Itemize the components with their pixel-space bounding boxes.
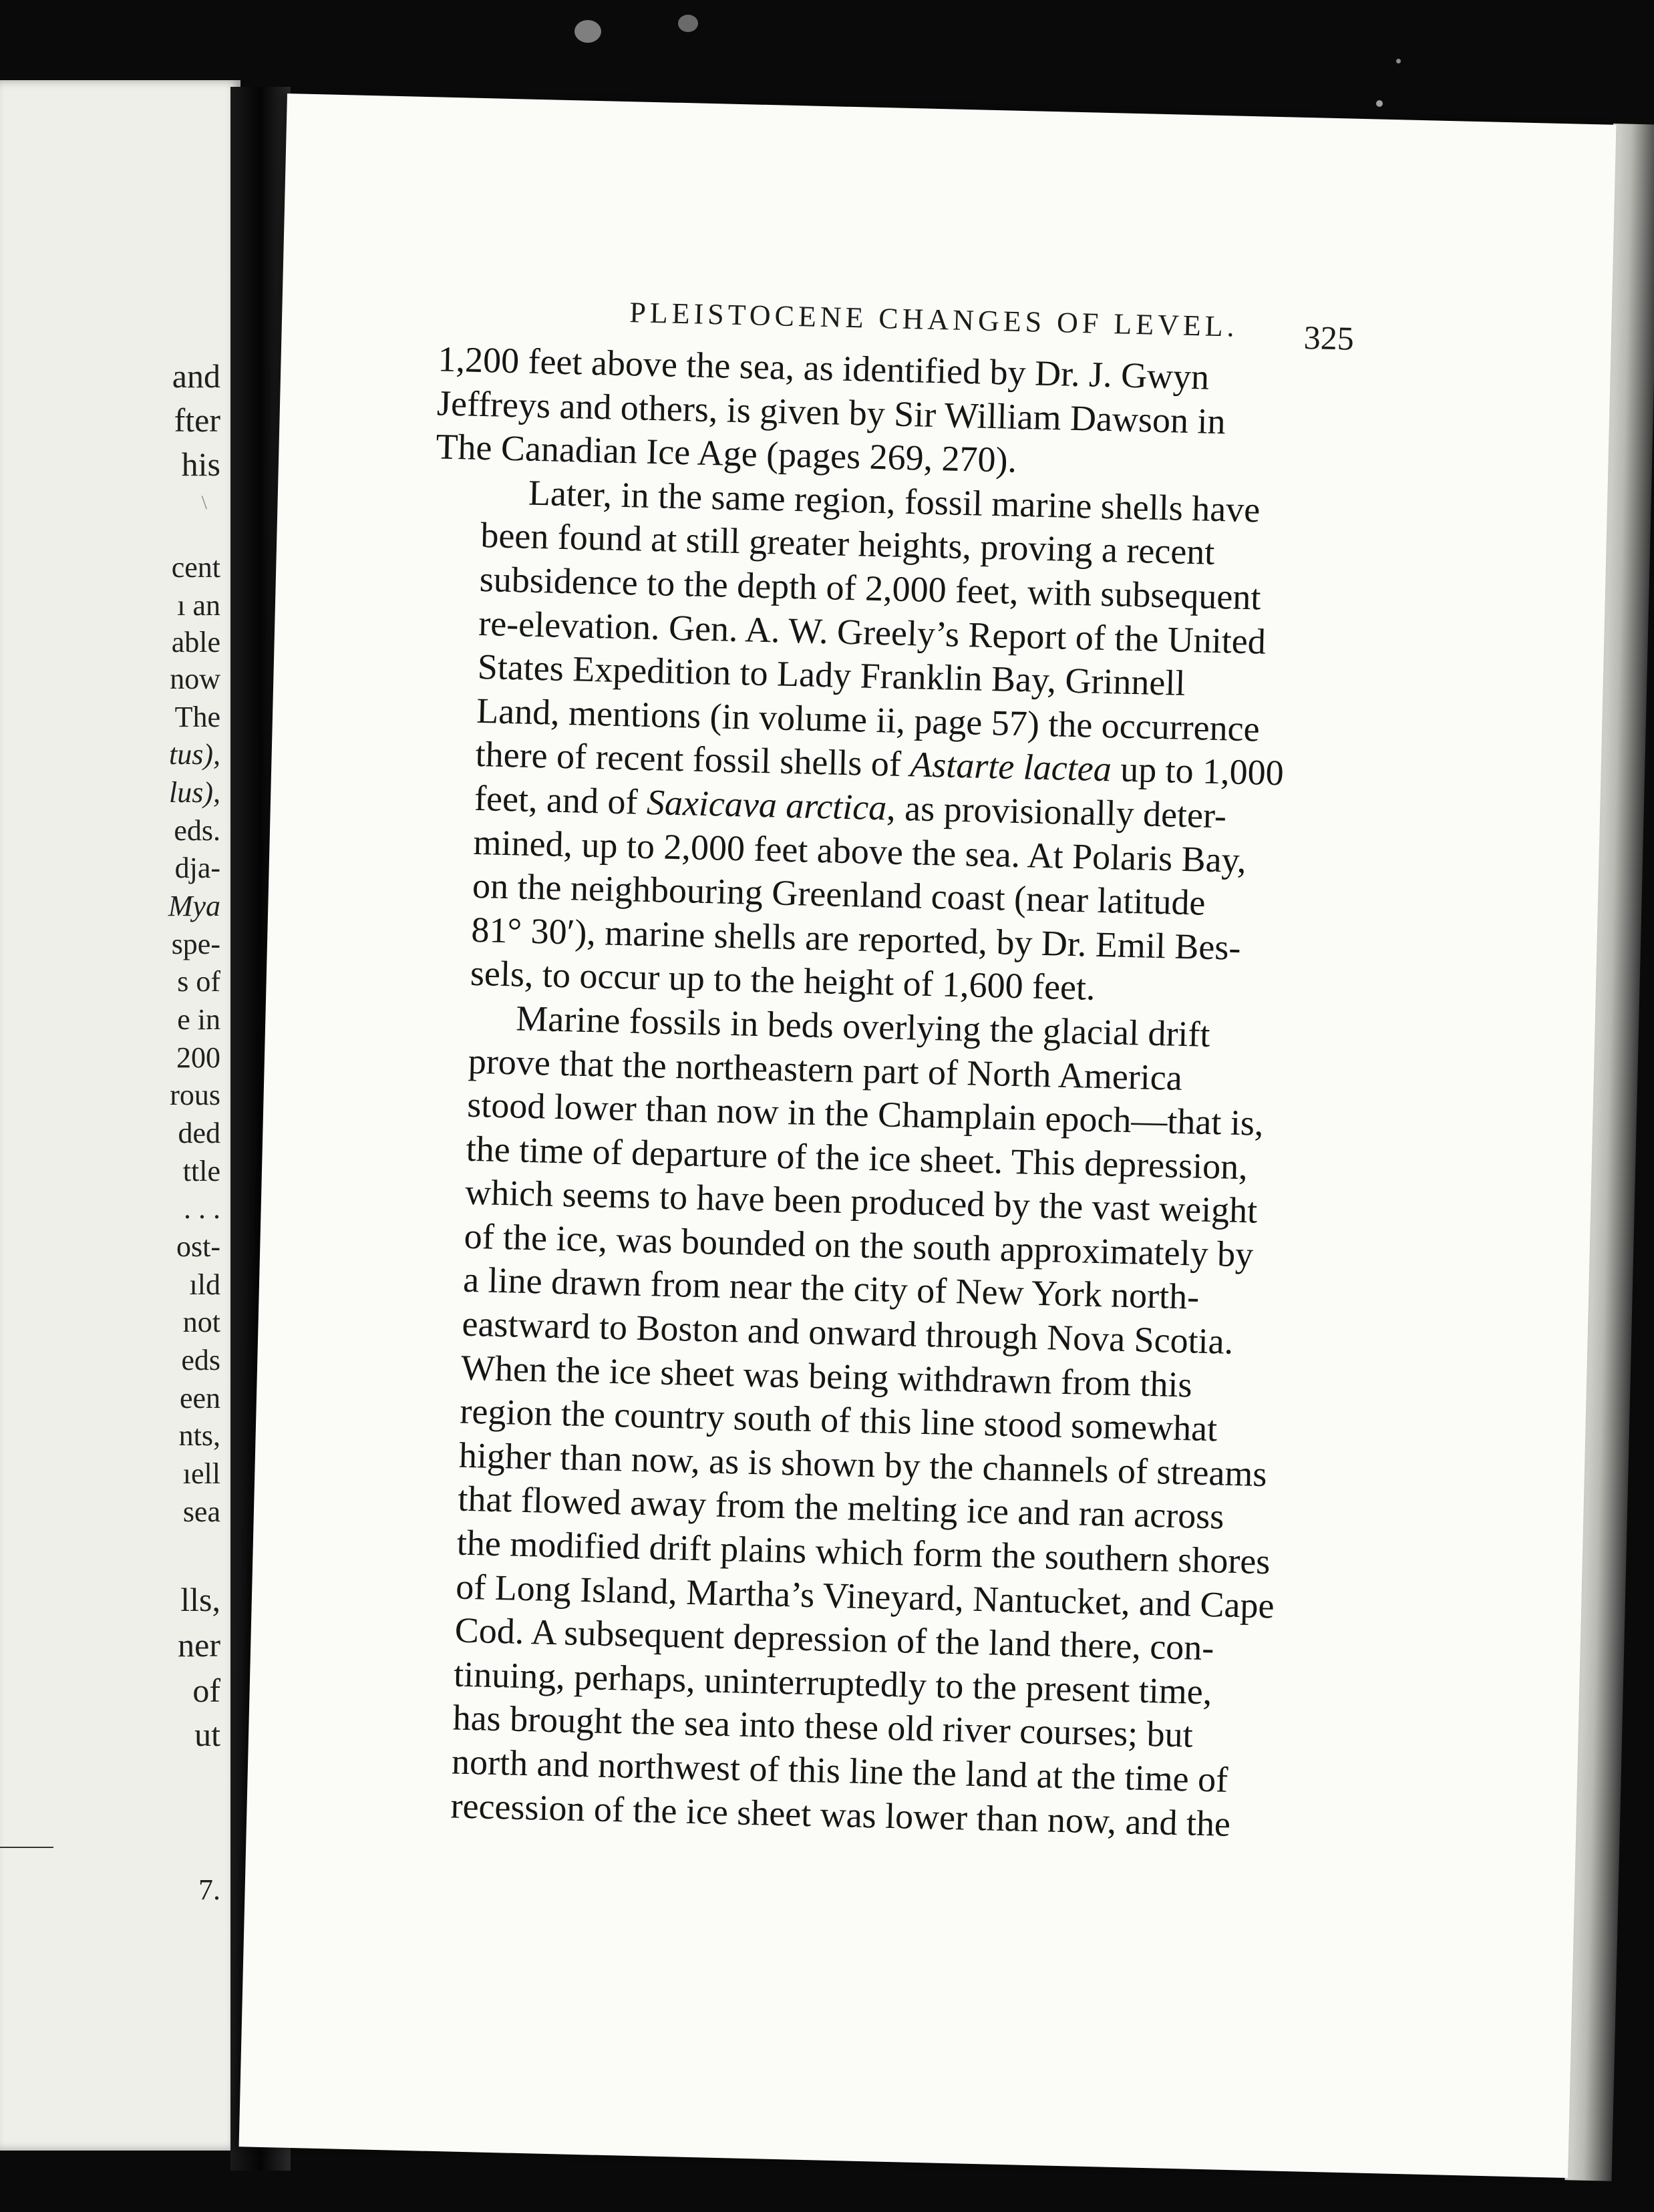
text-line: mined, up to 2,000 feet above the sea. At Polaris Bay,	[472, 821, 1247, 880]
left-fragment: lus),	[169, 776, 220, 809]
text-line: that flowed away from the melting ice and ran across	[457, 1479, 1224, 1537]
text-line: higher than now, as is shown by the channels of streams	[458, 1435, 1268, 1494]
text-line: Later, in the same region, fossil marine shells have	[528, 472, 1261, 530]
book-page	[239, 94, 1617, 2178]
left-fragment: ost-	[176, 1230, 220, 1263]
left-fragment: of	[192, 1672, 220, 1709]
left-fragment: ded	[178, 1117, 220, 1149]
species-name: Astarte lactea	[909, 744, 1112, 789]
left-fragment: The	[174, 701, 220, 733]
paragraph	[403, 994, 1305, 1847]
left-fragment: 7.	[198, 1873, 220, 1906]
text-line: of Long Island, Martha’s Vineyard, Nantucket, and Cape	[455, 1566, 1275, 1626]
left-fragment: Mya	[168, 890, 220, 922]
text-line: there of recent fossil shells of Astarte lactea up to 1,000	[475, 734, 1285, 793]
text-line: has brought the sea into these old river courses; but	[452, 1697, 1194, 1756]
left-fragment: rous	[170, 1079, 220, 1111]
text-line: feet, and of Saxicava arctica, as provisionally deter-	[474, 777, 1227, 836]
text-line: prove that the northeastern part of North America	[468, 1041, 1183, 1098]
dust-speck	[678, 15, 698, 32]
text-line: Cod. A subsequent depression of the land there, con-	[454, 1610, 1215, 1668]
left-fragment: e in	[177, 1003, 220, 1036]
left-fragment: eds.	[174, 814, 220, 847]
text-line: Marine fossils in beds overlying the glacial drift	[515, 998, 1211, 1055]
left-fragment: 200	[176, 1041, 220, 1074]
left-fragment: ıell	[182, 1457, 220, 1490]
text-line: recession of the ice sheet was lower than now, and the	[450, 1785, 1231, 1844]
text-line: re-elevation. Gen. A. W. Greely’s Report of the United	[478, 602, 1267, 662]
left-fragment: ttle	[182, 1155, 220, 1187]
text-line: subsidence to the depth of 2,000 feet, with subsequent	[479, 558, 1262, 618]
previous-page-fragment	[0, 80, 240, 2151]
text-line: Land, mentions (in volume ii, page 57) the occurrence	[476, 690, 1261, 749]
left-fragment: not	[182, 1306, 220, 1338]
left-fragment: spe-	[171, 928, 220, 960]
left-fragment: ut	[194, 1716, 220, 1753]
running-head-title: PLEISTOCENE CHANGES OF LEVEL.	[629, 296, 1239, 343]
left-fragment: now	[170, 663, 220, 695]
left-fragment: een	[179, 1382, 220, 1415]
text-line: 1,200 feet above the sea, as identified by Dr. J. Gwyn	[437, 339, 1210, 397]
left-fragment: s of	[177, 965, 220, 998]
text-line: 81° 30′), marine shells are reported, by Dr. Emil Bes-	[470, 909, 1242, 968]
left-fragment: \	[201, 492, 207, 514]
left-fragment: cent	[171, 551, 220, 584]
dust-speck	[574, 20, 601, 43]
text-line: The Canadian Ice Age (pages 269, 270).	[435, 426, 1017, 481]
text-line: north and northwest of this line the land at the time of	[451, 1741, 1228, 1800]
text-line: sels, to occur up to the height of 1,600 feet.	[470, 953, 1096, 1008]
page-number: 325	[1303, 318, 1355, 357]
text-line: on the neighbouring Greenland coast (near latitude	[472, 865, 1206, 923]
left-fragment: ı an	[177, 589, 220, 622]
left-fragment: his	[181, 445, 220, 483]
text-line: a line drawn from near the city of New York north-	[462, 1260, 1200, 1318]
text-line: tinuing, perhaps, uninterruptedly to the present time,	[453, 1654, 1212, 1712]
text-line: of the ice, was bounded on the south approximately by	[464, 1216, 1254, 1275]
text-line: been found at still greater heights, proving a recent	[480, 515, 1216, 573]
text-line: which seems to have been produced by the vast weight	[464, 1172, 1258, 1231]
paragraph	[423, 469, 1317, 1015]
left-fragment: nts,	[178, 1419, 220, 1452]
left-fragment: . . .	[184, 1192, 220, 1225]
left-fragment: lls,	[180, 1581, 220, 1618]
left-fragment: and	[172, 357, 220, 395]
left-fragment: tus),	[169, 738, 220, 771]
text-line: When the ice sheet was being withdrawn from this	[460, 1347, 1193, 1405]
left-fragment: ner	[178, 1626, 220, 1664]
text-line: the modified drift plains which form the southern shores	[456, 1522, 1271, 1582]
paragraph	[436, 337, 1320, 490]
left-fragment: ıld	[189, 1268, 220, 1301]
species-name: Saxicava arctica	[646, 781, 887, 828]
text-line: the time of departure of the ice sheet. This depression,	[466, 1128, 1249, 1187]
dust-speck	[1376, 100, 1383, 107]
dust-speck	[1396, 59, 1401, 63]
text-line: States Expedition to Lady Franklin Bay, Grinnell	[477, 647, 1186, 704]
left-fragment: fter	[174, 401, 220, 439]
footnote-rule	[0, 1847, 53, 1848]
text-line: Jeffreys and others, is given by Sir William Dawson in	[436, 383, 1226, 441]
left-fragment: dja-	[174, 852, 220, 884]
body-text	[403, 337, 1320, 1847]
left-fragment: sea	[182, 1495, 220, 1528]
left-fragment: eds	[181, 1344, 220, 1376]
text-line: eastward to Boston and onward through Nova Scotia.	[461, 1303, 1234, 1362]
left-fragment: able	[171, 626, 220, 659]
text-line: stood lower than now in the Champlain epoch—that is,	[466, 1084, 1265, 1143]
text-line: region the country south of this line stood somewhat	[459, 1391, 1218, 1449]
